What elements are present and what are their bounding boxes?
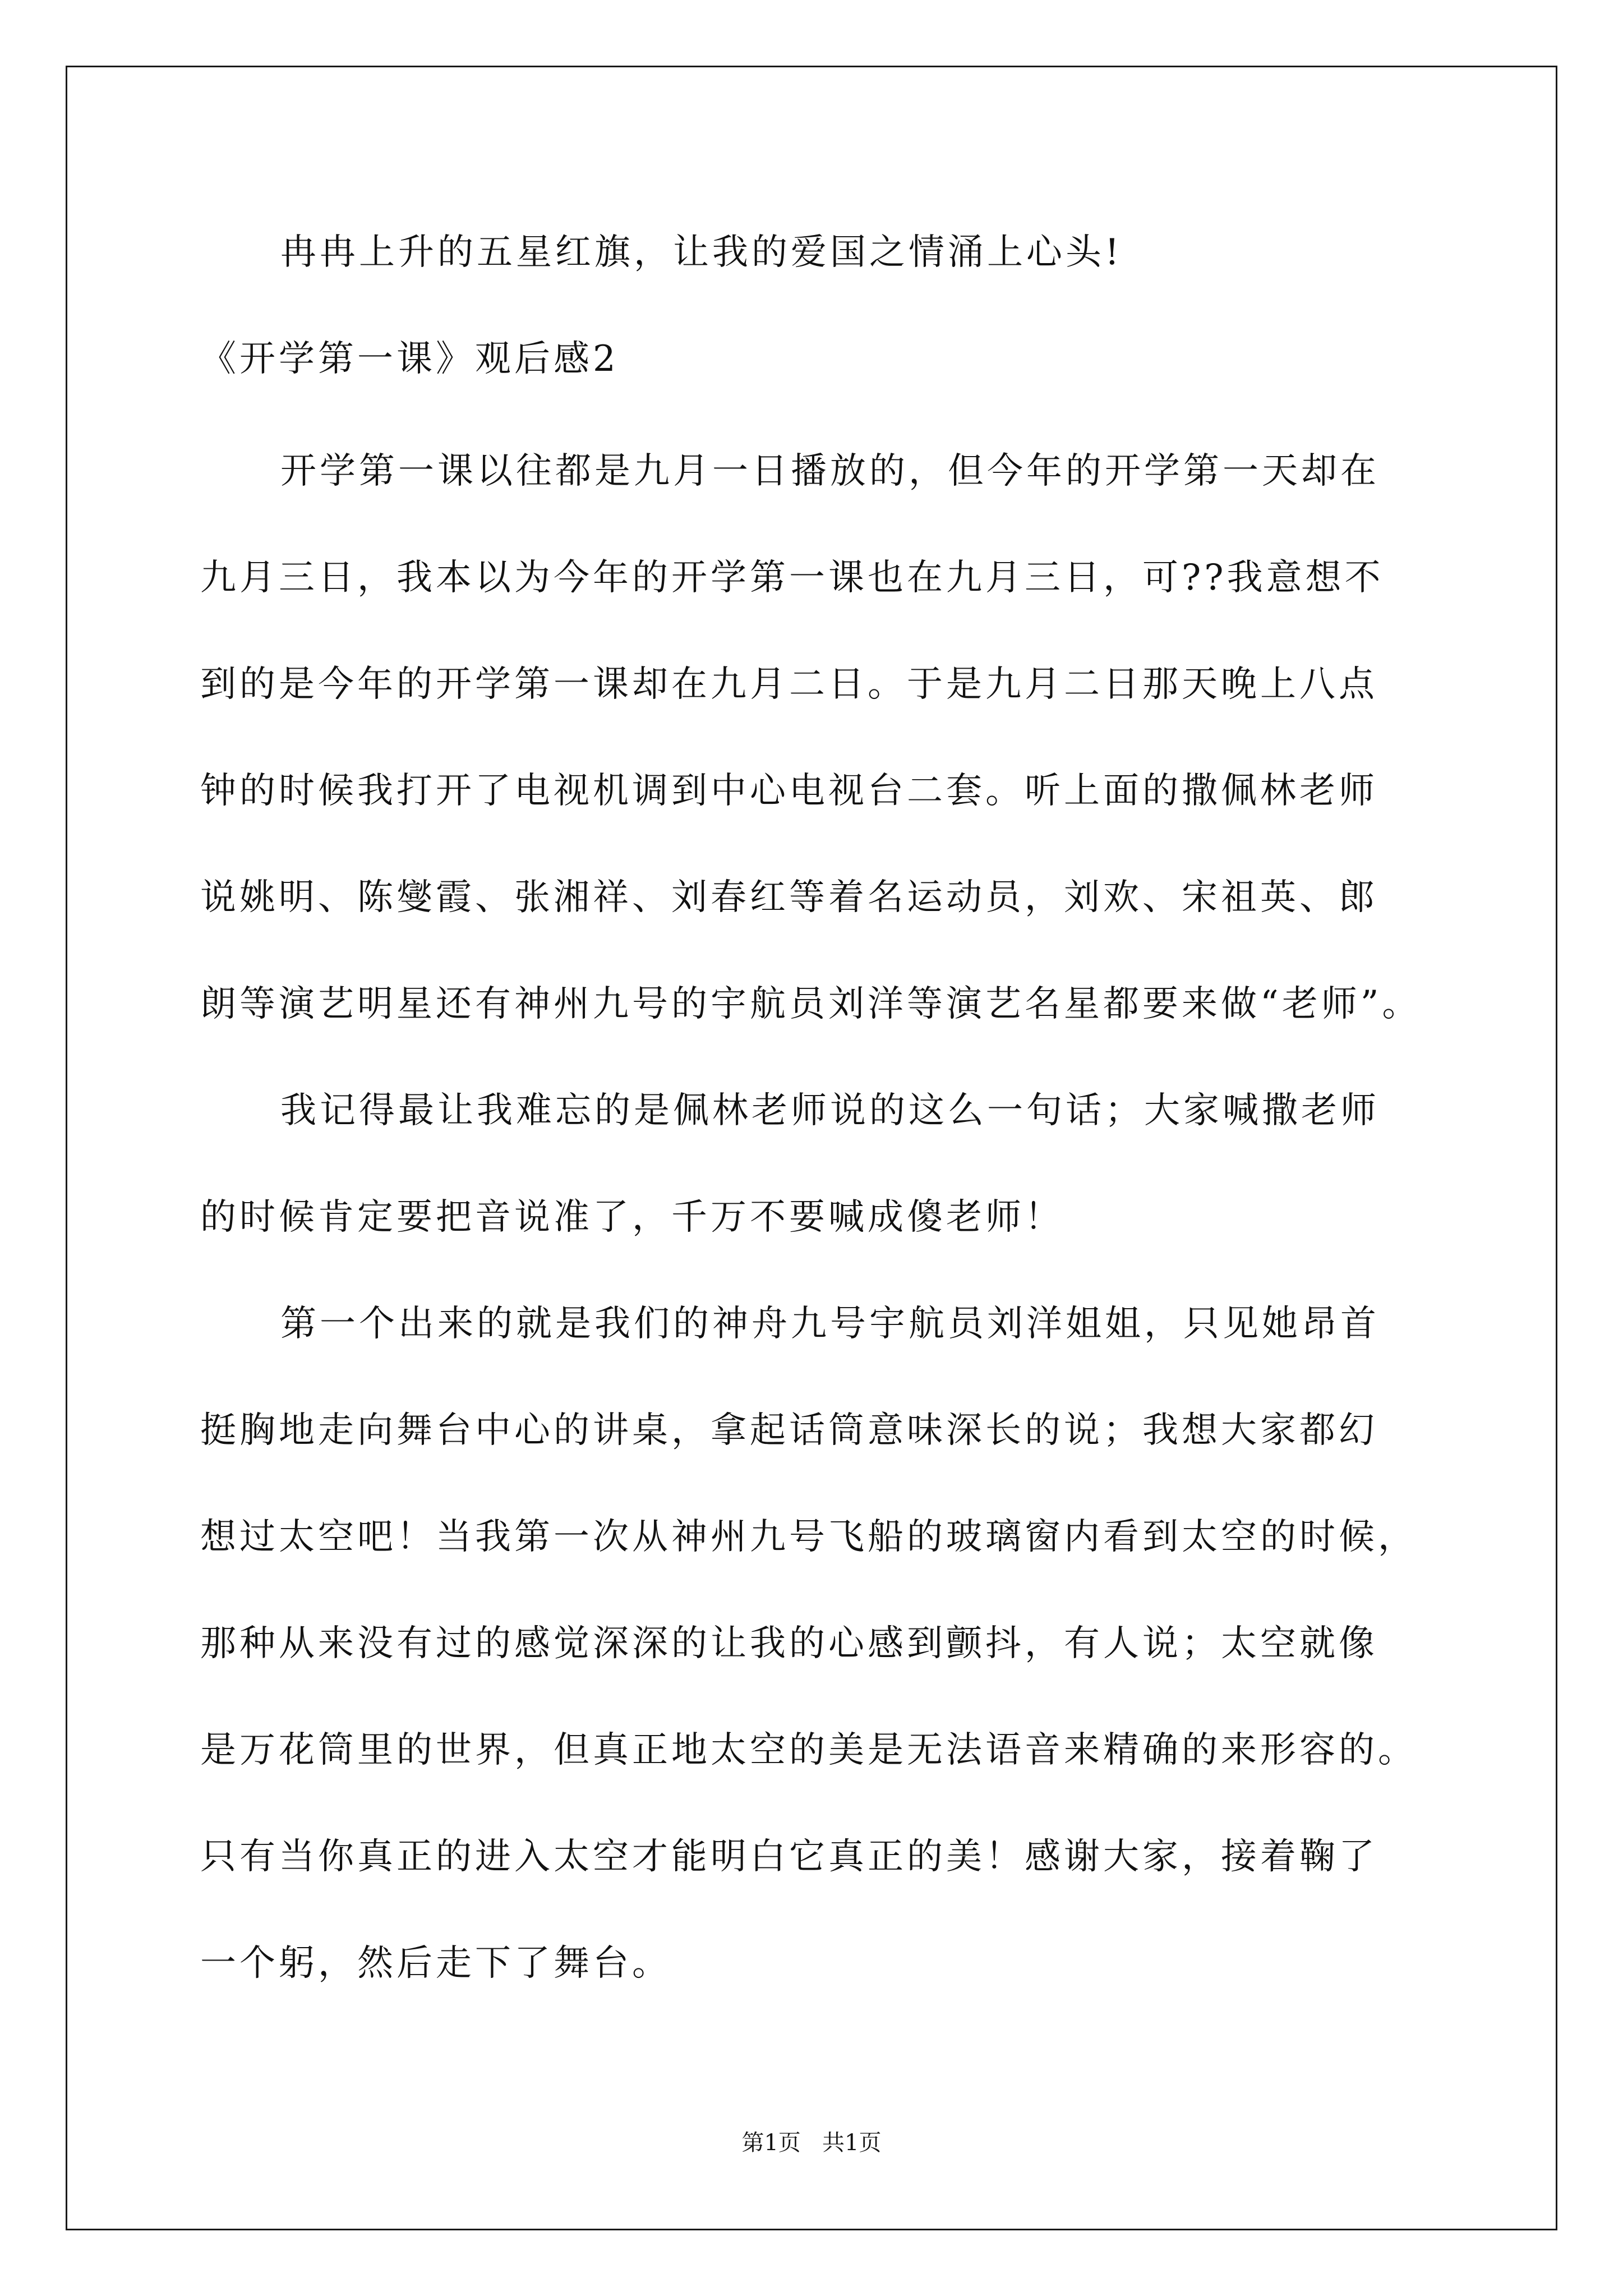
page-number-footer: 第1页 共1页 <box>741 2130 882 2156</box>
paragraph-line: 钟的时候我打开了电视机调到中心电视台二套。听上面的撒佩林老师 <box>200 770 1378 812</box>
paragraph-line: 的时候肯定要把音说准了，千万不要喊成傻老师！ <box>200 1197 1064 1238</box>
paragraph-line: 挺胸地走向舞台中心的讲桌，拿起话筒意味深长的说；我想大家都幻 <box>200 1410 1378 1451</box>
paragraph-line: 我记得最让我难忘的是佩林老师说的这么一句话；大家喊撒老师 <box>280 1090 1380 1131</box>
section-heading: 《开学第一课》观后感2 <box>200 338 619 380</box>
paragraph-line: 第一个出来的就是我们的神舟九号宇航员刘洋姐姐，只见她昂首 <box>280 1303 1380 1345</box>
paragraph-line: 朗等演艺明星还有神州九号的宇航员刘洋等演艺名星都要来做“老师”。 <box>200 983 1422 1025</box>
paragraph-line: 是万花筒里的世界，但真正地太空的美是无法语音来精确的来形容的。 <box>200 1729 1417 1771</box>
paragraph-line: 说姚明、陈燮霞、张湘祥、刘春红等着名运动员，刘欢、宋祖英、郎 <box>200 877 1378 918</box>
paragraph-line: 到的是今年的开学第一课却在九月二日。于是九月二日那天晚上八点 <box>200 664 1378 705</box>
paragraph-line: 那种从来没有过的感觉深深的让我的心感到颤抖，有人说；太空就像 <box>200 1623 1378 1664</box>
paragraph-line: 一个躬，然后走下了舞台。 <box>200 1943 671 1984</box>
paragraph-line: 开学第一课以往都是九月一日播放的，但今年的开学第一天却在 <box>280 450 1380 492</box>
paragraph-line: 冉冉上升的五星红旗，让我的爱国之情涌上心头! <box>280 232 1123 273</box>
page-border <box>66 66 1557 2230</box>
paragraph-line: 九月三日，我本以为今年的开学第一课也在九月三日，可??我意想不 <box>200 557 1384 599</box>
paragraph-line: 想过太空吧！当我第一次从神州九号飞船的玻璃窗内看到太空的时候， <box>200 1516 1417 1558</box>
paragraph-line: 只有当你真正的进入太空才能明白它真正的美！感谢大家，接着鞠了 <box>200 1836 1378 1878</box>
